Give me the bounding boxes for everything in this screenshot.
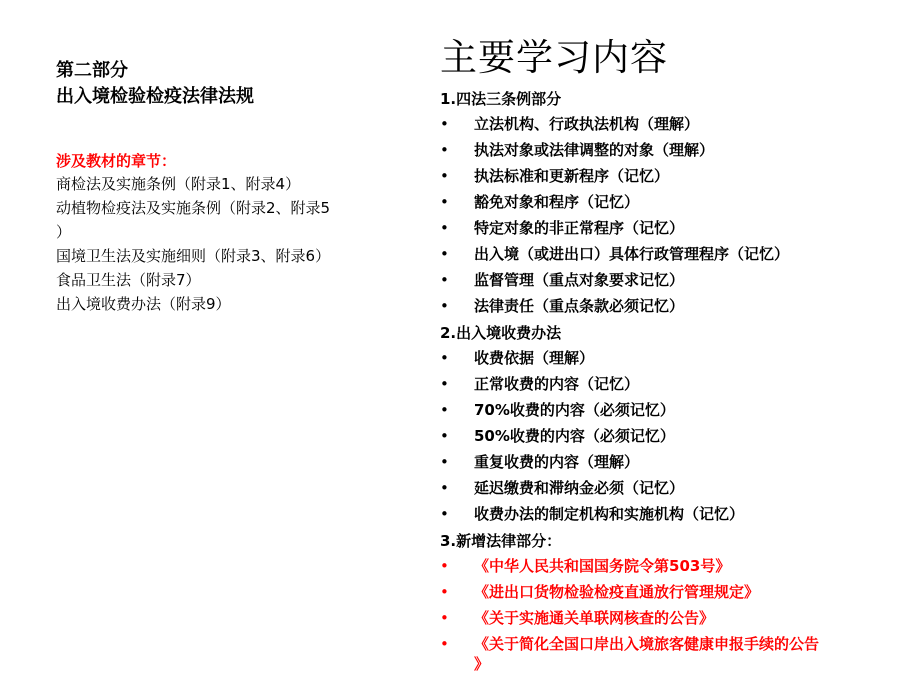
section-list-3	[440, 556, 910, 680]
bullet-icon: •	[440, 583, 449, 601]
list-item-text: 执法对象或法律调整的对象（理解）	[474, 141, 715, 159]
ref-line: 动植物检疫法及实施条例（附录2、附录5	[56, 199, 331, 217]
ref-line: 出入境收费办法（附录9）	[56, 295, 231, 313]
list-item-text: 《关于简化全国口岸出入境旅客健康申报手续的公告	[474, 635, 820, 653]
list-item-text: 》	[474, 655, 490, 673]
list-item	[440, 270, 910, 296]
bullet-icon: •	[440, 167, 449, 185]
list-item	[440, 634, 910, 654]
list-item-text: 收费办法的制定机构和实施机构（记忆）	[474, 505, 745, 523]
list-item	[440, 218, 910, 244]
list-item-text: 立法机构、行政执法机构（理解）	[474, 115, 700, 133]
list-item-text: 特定对象的非正常程序（记忆）	[474, 219, 685, 237]
section-heading-3: 3.新增法律部分：	[440, 532, 562, 550]
bullet-icon: •	[440, 635, 449, 653]
list-item	[440, 556, 910, 582]
list-item	[440, 504, 910, 530]
part-label: 第二部分	[56, 60, 128, 81]
list-item-text: 《进出口货物检验检疫直通放行管理规定》	[474, 583, 760, 601]
list-item	[440, 166, 910, 192]
bullet-icon: •	[440, 271, 449, 289]
list-item	[440, 140, 910, 166]
part-title: 出入境检验检疫法律法规	[56, 86, 254, 107]
bullet-icon: •	[440, 427, 449, 445]
section-heading-1: 1.四法三条例部分	[440, 90, 562, 108]
right-column	[440, 34, 910, 680]
ref-line: 商检法及实施条例（附录1、附录4）	[56, 175, 301, 193]
left-column	[56, 58, 406, 316]
bullet-icon: •	[440, 609, 449, 627]
list-item	[440, 296, 910, 322]
ref-line: ）	[56, 223, 72, 241]
bullet-icon: •	[440, 141, 449, 159]
list-item	[440, 192, 910, 218]
list-item	[440, 348, 910, 374]
list-item	[440, 608, 910, 634]
bullet-icon: •	[440, 375, 449, 393]
ref-line: 食品卫生法（附录7）	[56, 271, 201, 289]
list-item-text: 延迟缴费和滞纳金必须（记忆）	[474, 479, 685, 497]
bullet-icon: •	[440, 505, 449, 523]
list-item	[440, 374, 910, 400]
list-item-text: 70%收费的内容（必须记忆）	[474, 401, 675, 419]
list-item-text: 豁免对象和程序（记忆）	[474, 193, 640, 211]
list-item	[440, 400, 910, 426]
list-item-text: 执法标准和更新程序（记忆）	[474, 167, 670, 185]
bullet-icon: •	[440, 219, 449, 237]
list-item-text: 《关于实施通关单联网核查的公告》	[474, 609, 715, 627]
section-heading-2: 2.出入境收费办法	[440, 324, 562, 342]
bullet-icon: •	[440, 193, 449, 211]
list-item-text: 出入境（或进出口）具体行政管理程序（记忆）	[474, 245, 790, 263]
list-item	[440, 426, 910, 452]
list-item-text: 法律责任（重点条款必须记忆）	[474, 297, 685, 315]
list-item	[440, 452, 910, 478]
bullet-icon: •	[440, 479, 449, 497]
bullet-icon: •	[440, 245, 449, 263]
section-list-1	[440, 114, 910, 322]
refs-heading: 涉及教材的章节：	[56, 152, 177, 170]
main-title: 主要学习内容	[440, 36, 668, 79]
list-item	[440, 478, 910, 504]
list-item	[440, 244, 910, 270]
bullet-icon: •	[440, 453, 449, 471]
section-list-2	[440, 348, 910, 530]
bullet-icon: •	[440, 349, 449, 367]
bullet-icon: •	[440, 557, 449, 575]
list-item-text: 《中华人民共和国国务院令第503号》	[474, 557, 731, 575]
list-item-text: 50%收费的内容（必须记忆）	[474, 427, 675, 445]
list-item-continuation	[440, 654, 910, 680]
list-item	[440, 582, 910, 608]
list-item-text: 监督管理（重点对象要求记忆）	[474, 271, 685, 289]
list-item-text: 收费依据（理解）	[474, 349, 595, 367]
list-item-text: 正常收费的内容（记忆）	[474, 375, 640, 393]
list-item	[440, 114, 910, 140]
bullet-icon: •	[440, 115, 449, 133]
ref-line: 国境卫生法及实施细则（附录3、附录6）	[56, 247, 331, 265]
bullet-icon: •	[440, 401, 449, 419]
bullet-icon: •	[440, 297, 449, 315]
list-item-text: 重复收费的内容（理解）	[474, 453, 640, 471]
